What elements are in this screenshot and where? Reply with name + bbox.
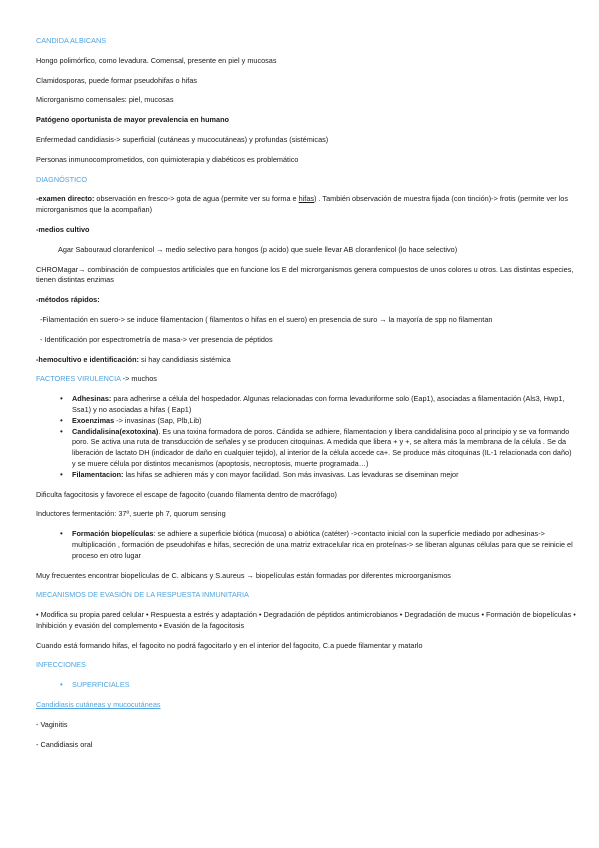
paragraph-comensales: Microrganismo comensales: piel, mucosas bbox=[36, 95, 174, 105]
paragraph-candidiasis-oral: - Candidiasis oral bbox=[36, 739, 93, 749]
factor-label: Candidalisina(exotoxina) bbox=[72, 426, 159, 436]
bullet-icon: • bbox=[60, 680, 63, 690]
infecciones-list bbox=[36, 680, 577, 691]
medios-cultivo-label: -medios cultivo bbox=[36, 224, 90, 234]
paragraph-fagocitosis: Dificulta fagocitosis y favorece el escape de fagocito (cuando filamenta dentro de macrófago) bbox=[36, 489, 337, 499]
examen-text-b: ) . También observación de muestra fijada (con tinción)-> frotis (permite ver los microrganismos que la acompañan) bbox=[36, 194, 568, 215]
paragraph-enfermedad: Enfermedad candidiasis-> superficial (cutáneas y mucocutáneas) y profundas (sistémicas) bbox=[36, 134, 329, 144]
paragraph-cutaneas bbox=[36, 700, 577, 711]
bullet-icon: • bbox=[60, 415, 63, 425]
paragraph-factores-virulencia bbox=[36, 374, 577, 385]
examen-underlined: hifas bbox=[298, 194, 315, 204]
factor-text: -> invasinas (Sap, Plb,Lib) bbox=[114, 415, 202, 425]
heading-evasion: MECANISMOS DE EVASIÓN DE LA RESPUESTA INMUNITARIA bbox=[36, 590, 249, 600]
factor-label: Adhesinas: bbox=[72, 394, 112, 404]
heading-factores-virulencia: FACTORES VIRULENCIA bbox=[36, 374, 121, 384]
cutaneas-link[interactable]: Candidiasis cutáneas y mucocutáneas bbox=[36, 700, 161, 710]
heading-candida: CANDIDA ALBICANS bbox=[36, 36, 107, 45]
list-item bbox=[36, 427, 577, 470]
factores-list bbox=[36, 394, 577, 480]
paragraph-hifas-fagocito: Cuando está formando hifas, el fagocito no podrá fagocitarlo y en el interior del fagocito, C.a puede filamentar y matarlo bbox=[36, 640, 423, 650]
paragraph-examen-directo bbox=[36, 194, 577, 216]
list-item bbox=[36, 529, 577, 561]
rapido-filamentacion: -Filamentación en suero-> se induce filamentacion ( filamentos o hifas en el suero) en presencia de suro → la mayoría de spp no filamentan bbox=[40, 314, 493, 324]
list-item bbox=[36, 470, 577, 481]
paragraph-inductores: Inductores fermentación: 37º, suerte ph 7, quorum sensing bbox=[36, 509, 226, 519]
list-item bbox=[36, 416, 577, 427]
medio-chromagar: CHROMagar→ combinación de compuestos artificiales que en funcione los E del microrganismos genera compuestos de unos colores u otros. Las distintas especies, tienen distintas enzimas bbox=[36, 264, 574, 285]
medio-sabouraud: Agar Sabouraud cloranfenicol → medio selectivo para hongos (p acido) que suele llevar AB cloranfenicol (lo hace selectivo) bbox=[58, 244, 458, 254]
paragraph-biopeliculas: Muy frecuentes encontrar biopelículas de C. albicans y S.aureus → biopelículas están formadas por diferentes microorganismos bbox=[36, 570, 451, 580]
biopel-label: Formación biopelículas bbox=[72, 529, 154, 539]
hemocultivo-label: -hemocultivo e identificación: bbox=[36, 354, 139, 364]
paragraph-hongo: Hongo polimórfico, como levadura. Comensal, presente en piel y mucosas bbox=[36, 55, 277, 65]
bullet-icon: • bbox=[60, 426, 63, 436]
paragraph-personas: Personas inmunocomprometidos, con quimioterapia y diabéticos es problemático bbox=[36, 154, 299, 164]
bullet-icon: • bbox=[60, 469, 63, 479]
factor-text: para adherirse a célula del hospedador. Algunas relacionadas con forma levaduriforme solo (Eap1), asociadas a filamentación (Als3, Hwp1, Ssa1) y no asociadas a hifas ( Eap1) bbox=[72, 394, 565, 414]
heading-infecciones: INFECCIONES bbox=[36, 660, 86, 670]
list-item bbox=[36, 680, 577, 691]
factor-label: Filamentacion: bbox=[72, 469, 124, 479]
rapido-espectrometria: - Identificación por espectrometría de masa-> ver presencia de péptidos bbox=[40, 334, 273, 344]
paragraph-patogeno: Patógeno oportunista de mayor prevalencia en humano bbox=[36, 115, 230, 125]
factor-text: . Es una toxina formadora de poros. Cándida se adhiere, filamentacion y libera candidalisina poco al principio y se va formando poro. Se activa una ruta de transducción de señales y se producen citoquinas. A medida que libera + y +, se altera más la membrana de la célula . Se da liberación de lactato DH (indicador de daño en cualquier tejido), al interior de la célula accede ca+. Se produce más citoquinas (IL-1 relacionada con daño) y se muere célula por distintos mecanismos (apoptosis, necroptosis, muerte programada…) bbox=[72, 426, 572, 468]
factores-suffix: -> muchos bbox=[120, 374, 157, 384]
factor-text: las hifas se adhieren más y con mayor facilidad. Son más invasivas. Las levaduras se diseminan mejor bbox=[123, 469, 459, 479]
examen-text-a: observación en fresco-> gota de agua (permite ver su forma e bbox=[94, 194, 299, 204]
paragraph-hemocultivo bbox=[36, 355, 577, 366]
superficiales-label: SUPERFICIALES bbox=[72, 680, 130, 690]
paragraph-evasion: • Modifica su propia pared celular • Respuesta a estrés y adaptación • Degradación de péptidos antimicrobianos • Degradación de mucus • Formación de biopelículas • Inhibición y evasión del complemento • Evasión de la fagocitosis bbox=[36, 610, 576, 630]
biopel-text: : se adhiere a superficie biótica (mucosa) o abiótica (catéter) ->contacto inicial con la superficie mediado por adhesinas-> multiplicación , formación de pseudohifas e hifas, secreción de una matriz extracelular rica en proteínas-> se liberan algunas células para que se reinicie el proceso en otro lugar bbox=[72, 529, 573, 560]
examen-label: -examen directo: bbox=[36, 194, 95, 204]
metodos-rapidos-label: -métodos rápidos: bbox=[36, 295, 100, 305]
bullet-icon: • bbox=[60, 529, 63, 539]
hemocultivo-text: si hay candidiasis sistémica bbox=[138, 354, 231, 364]
bullet-icon: • bbox=[60, 394, 63, 404]
list-item bbox=[36, 394, 577, 416]
biopeliculas-list bbox=[36, 529, 577, 561]
factor-label: Exoenzimas bbox=[72, 415, 115, 425]
paragraph-clamidosporas: Clamidosporas, puede formar pseudohifas o hifas bbox=[36, 75, 198, 85]
heading-diagnostico: DIAGNÓSTICO bbox=[36, 174, 88, 184]
paragraph-vaginitis: - Vaginitis bbox=[36, 719, 68, 729]
